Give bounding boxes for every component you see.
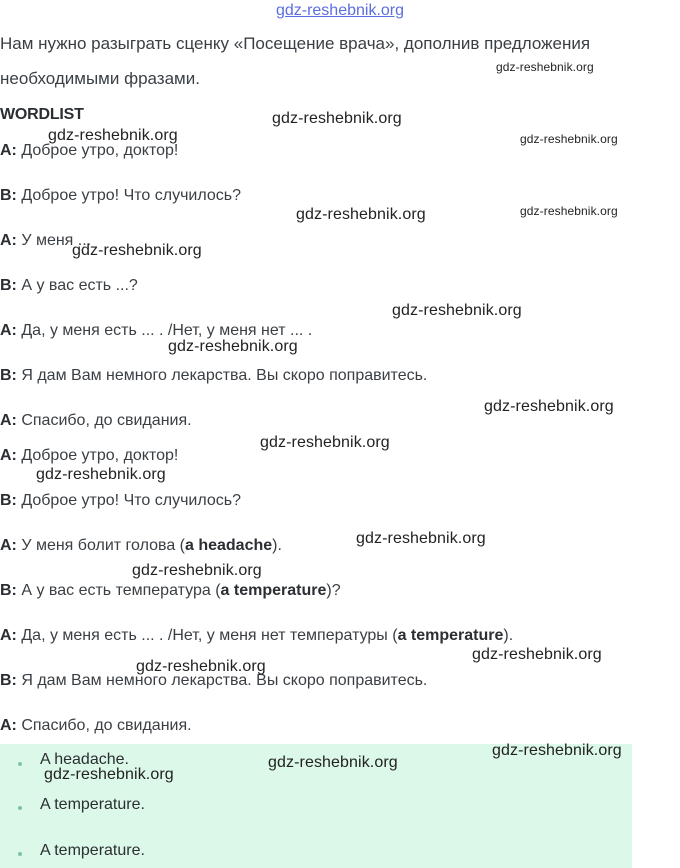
watermark: gdz-reshebnik.org	[36, 466, 166, 483]
english-term: a headache	[184, 537, 273, 554]
english-term: a temperature	[397, 627, 504, 644]
wordlist-item: A temperature.	[40, 796, 145, 813]
line-text-end: )?	[326, 582, 341, 599]
line-text-end: ).	[503, 627, 514, 644]
line-text: У меня болит голова (	[16, 537, 185, 554]
speaker-label: B:	[0, 672, 17, 689]
site-link[interactable]: gdz-reshebnik.org	[275, 2, 405, 19]
wordlist-item: A temperature.	[40, 842, 145, 859]
answer-line	[0, 447, 178, 465]
bullet-icon	[18, 762, 22, 766]
watermark: gdz-reshebnik.org	[520, 204, 618, 218]
english-term: a temperature	[220, 582, 327, 599]
watermark: gdz-reshebnik.org	[356, 530, 486, 547]
line-text: А у вас есть ...?	[16, 277, 138, 294]
speaker-label: A:	[0, 142, 17, 159]
task-line	[0, 412, 192, 430]
line-text: У меня ...	[16, 232, 92, 249]
speaker-label: A:	[0, 412, 17, 429]
wordlist-item: A headache.	[40, 751, 129, 768]
line-text: Доброе утро! Что случилось?	[16, 492, 241, 509]
line-text: Спасибо, до свидания.	[16, 412, 192, 429]
watermark: gdz-reshebnik.org	[296, 206, 426, 223]
answer-line	[0, 537, 282, 555]
task-line	[0, 277, 138, 295]
line-text: Я дам Вам немного лекарства. Вы скоро поправитесь.	[16, 367, 428, 384]
bullet-icon	[18, 806, 22, 810]
speaker-label: A:	[0, 447, 17, 464]
watermark: gdz-reshebnik.org	[484, 398, 614, 415]
speaker-label: B:	[0, 582, 17, 599]
watermark: gdz-reshebnik.org	[260, 434, 390, 451]
watermark: gdz-reshebnik.org	[132, 562, 262, 579]
speaker-label: B:	[0, 367, 17, 384]
wordlist-heading: WORDLIST	[0, 106, 84, 123]
line-text: Спасибо, до свидания.	[16, 717, 192, 734]
answer-line	[0, 582, 341, 600]
task-intro-line-2: необходимыми фразами.	[0, 69, 200, 88]
watermark: gdz-reshebnik.org	[44, 766, 174, 783]
answer-line	[0, 627, 513, 645]
speaker-label: B:	[0, 187, 17, 204]
line-text: Доброе утро, доктор!	[16, 447, 179, 464]
speaker-label: A:	[0, 322, 17, 339]
line-text: Я дам Вам немного лекарства. Вы скоро поправитесь.	[16, 672, 428, 689]
line-text: Да, у меня есть ... . /Нет, у меня нет температуры (	[16, 627, 398, 644]
watermark: gdz-reshebnik.org	[136, 658, 266, 675]
answer-line	[0, 717, 192, 735]
task-line	[0, 187, 241, 205]
watermark: gdz-reshebnik.org	[492, 742, 622, 759]
watermark: gdz-reshebnik.org	[496, 60, 594, 74]
line-text: Доброе утро, доктор!	[16, 142, 179, 159]
line-text: А у вас есть температура (	[16, 582, 221, 599]
speaker-label: A:	[0, 232, 17, 249]
answer-line	[0, 492, 241, 510]
line-text: Доброе утро! Что случилось?	[16, 187, 241, 204]
line-text: Да, у меня есть ... . /Нет, у меня нет ... .	[16, 322, 313, 339]
watermark: gdz-reshebnik.org	[168, 338, 298, 355]
speaker-label: A:	[0, 537, 17, 554]
watermark: gdz-reshebnik.org	[472, 646, 602, 663]
watermark: gdz-reshebnik.org	[48, 127, 178, 144]
speaker-label: B:	[0, 277, 17, 294]
watermark: gdz-reshebnik.org	[520, 132, 618, 146]
task-line	[0, 367, 427, 385]
speaker-label: A:	[0, 717, 17, 734]
line-text-end: ).	[272, 537, 282, 554]
speaker-label: B:	[0, 492, 17, 509]
watermark: gdz-reshebnik.org	[268, 754, 398, 771]
speaker-label: A:	[0, 627, 17, 644]
watermark: gdz-reshebnik.org	[272, 110, 402, 127]
watermark: gdz-reshebnik.org	[392, 302, 522, 319]
task-intro-line-1: Нам нужно разыграть сценку «Посещение врача», дополнив предложения	[0, 34, 591, 53]
bullet-icon	[18, 852, 22, 856]
watermark: gdz-reshebnik.org	[72, 242, 202, 259]
